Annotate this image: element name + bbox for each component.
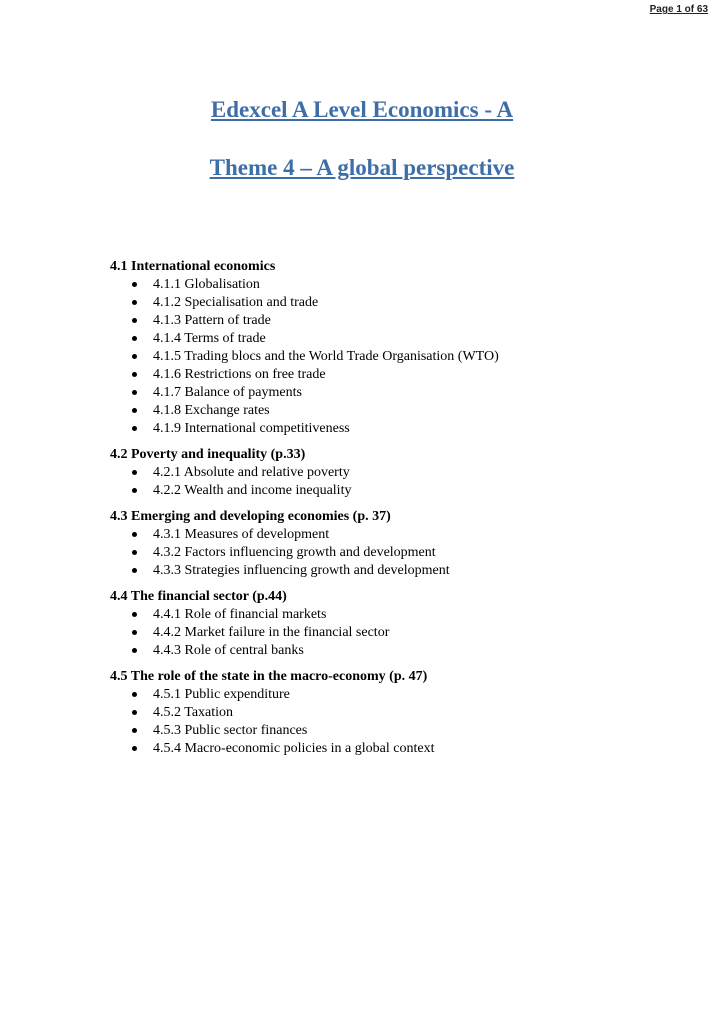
list-item-label: 4.3.3 Strategies influencing growth and development bbox=[153, 563, 450, 578]
list-item bbox=[110, 348, 670, 366]
page-number: Page 1 of 63 bbox=[649, 4, 708, 15]
list-item-label: 4.2.2 Wealth and income inequality bbox=[153, 483, 352, 498]
bullet-icon bbox=[132, 408, 137, 413]
list-item-label: 4.1.8 Exchange rates bbox=[153, 403, 270, 418]
list-item bbox=[110, 464, 670, 482]
list-item bbox=[110, 294, 670, 312]
list-item bbox=[110, 606, 670, 624]
bullet-icon bbox=[132, 728, 137, 733]
bullet-icon bbox=[132, 426, 137, 431]
document-title bbox=[0, 96, 724, 182]
list-item bbox=[110, 526, 670, 544]
list-item bbox=[110, 686, 670, 704]
section-item-list bbox=[110, 606, 670, 660]
list-item bbox=[110, 366, 670, 384]
bullet-icon bbox=[132, 354, 137, 359]
list-item-label: 4.1.6 Restrictions on free trade bbox=[153, 367, 326, 382]
list-item bbox=[110, 330, 670, 348]
section-4-5 bbox=[110, 668, 670, 758]
bullet-icon bbox=[132, 282, 137, 287]
list-item-label: 4.1.1 Globalisation bbox=[153, 277, 260, 292]
list-item bbox=[110, 402, 670, 420]
list-item bbox=[110, 384, 670, 402]
section-item-list bbox=[110, 464, 670, 500]
bullet-icon bbox=[132, 372, 137, 377]
list-item-label: 4.5.2 Taxation bbox=[153, 705, 234, 720]
list-item-label: 4.1.3 Pattern of trade bbox=[153, 313, 271, 328]
list-item bbox=[110, 482, 670, 500]
bullet-icon bbox=[132, 568, 137, 573]
list-item-label: 4.3.1 Measures of development bbox=[153, 527, 330, 542]
bullet-icon bbox=[132, 300, 137, 305]
list-item-label: 4.5.4 Macro-economic policies in a global context bbox=[153, 741, 435, 756]
list-item bbox=[110, 704, 670, 722]
list-item-label: 4.1.5 Trading blocs and the World Trade Organisation (WTO) bbox=[153, 349, 499, 364]
bullet-icon bbox=[132, 550, 137, 555]
section-heading: 4.2 Poverty and inequality (p.33) bbox=[110, 447, 306, 462]
bullet-icon bbox=[132, 612, 137, 617]
table-of-contents bbox=[110, 258, 670, 766]
section-heading: 4.4 The financial sector (p.44) bbox=[110, 589, 287, 604]
list-item bbox=[110, 544, 670, 562]
list-item bbox=[110, 624, 670, 642]
title-line-2: Theme 4 – A global perspective bbox=[209, 155, 515, 180]
list-item-label: 4.5.3 Public sector finances bbox=[153, 723, 308, 738]
section-heading: 4.3 Emerging and developing economies (p. 37) bbox=[110, 509, 391, 524]
section-item-list bbox=[110, 526, 670, 580]
section-4-3 bbox=[110, 508, 670, 580]
bullet-icon bbox=[132, 390, 137, 395]
section-4-4 bbox=[110, 588, 670, 660]
list-item-label: 4.4.3 Role of central banks bbox=[153, 643, 304, 658]
list-item-label: 4.1.2 Specialisation and trade bbox=[153, 295, 319, 310]
section-4-2 bbox=[110, 446, 670, 500]
bullet-icon bbox=[132, 318, 137, 323]
list-item bbox=[110, 312, 670, 330]
bullet-icon bbox=[132, 710, 137, 715]
list-item bbox=[110, 276, 670, 294]
bullet-icon bbox=[132, 746, 137, 751]
section-heading: 4.1 International economics bbox=[110, 259, 276, 274]
list-item-label: 4.4.2 Market failure in the financial sector bbox=[153, 625, 390, 640]
list-item-label: 4.2.1 Absolute and relative poverty bbox=[153, 465, 350, 480]
list-item bbox=[110, 740, 670, 758]
section-item-list bbox=[110, 276, 670, 438]
section-heading: 4.5 The role of the state in the macro-economy (p. 47) bbox=[110, 669, 428, 684]
section-item-list bbox=[110, 686, 670, 758]
title-line-1: Edexcel A Level Economics - A bbox=[210, 97, 514, 122]
list-item bbox=[110, 722, 670, 740]
section-4-1 bbox=[110, 258, 670, 438]
list-item-label: 4.1.7 Balance of payments bbox=[153, 385, 302, 400]
list-item bbox=[110, 562, 670, 580]
bullet-icon bbox=[132, 648, 137, 653]
list-item bbox=[110, 642, 670, 660]
list-item-label: 4.1.9 International competitiveness bbox=[153, 421, 350, 436]
list-item bbox=[110, 420, 670, 438]
bullet-icon bbox=[132, 692, 137, 697]
bullet-icon bbox=[132, 532, 137, 537]
bullet-icon bbox=[132, 488, 137, 493]
list-item-label: 4.3.2 Factors influencing growth and development bbox=[153, 545, 436, 560]
list-item-label: 4.1.4 Terms of trade bbox=[153, 331, 266, 346]
bullet-icon bbox=[132, 336, 137, 341]
bullet-icon bbox=[132, 630, 137, 635]
list-item-label: 4.5.1 Public expenditure bbox=[153, 687, 290, 702]
list-item-label: 4.4.1 Role of financial markets bbox=[153, 607, 327, 622]
bullet-icon bbox=[132, 470, 137, 475]
